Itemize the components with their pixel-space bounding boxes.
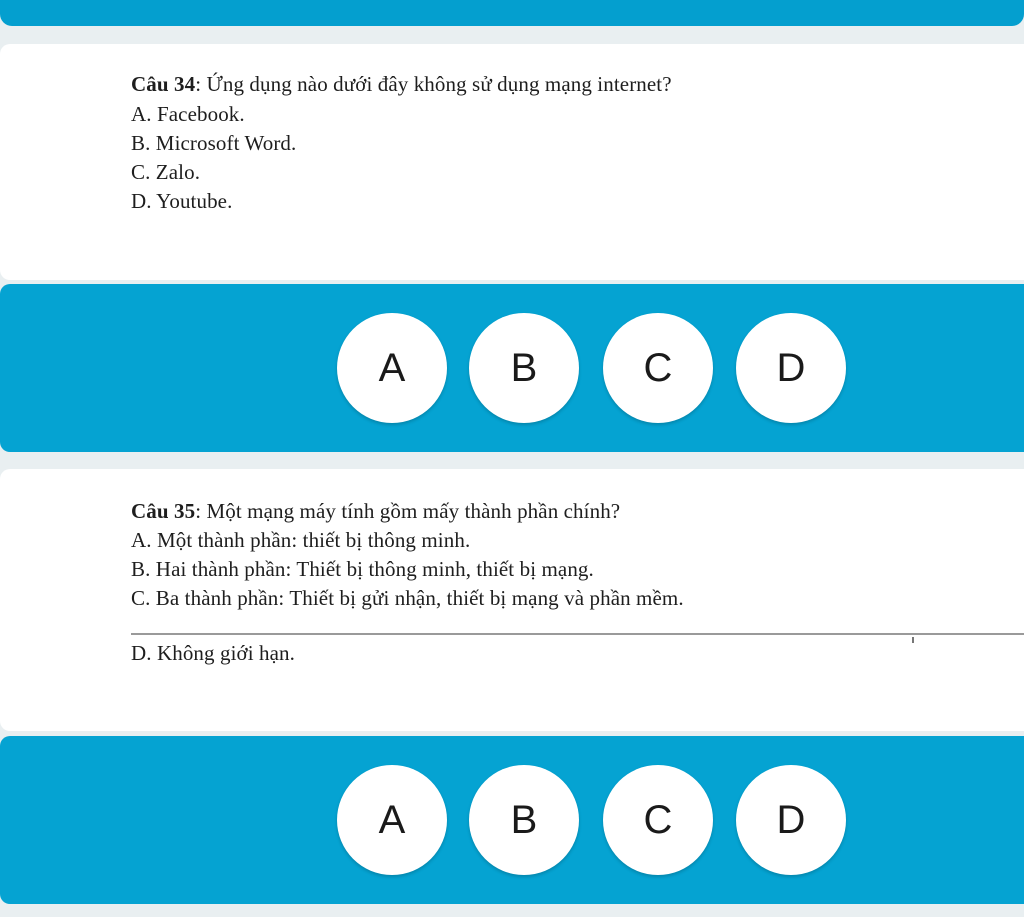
answer-button-b[interactable]: B bbox=[469, 765, 579, 875]
option-a-text: A. Facebook. bbox=[131, 102, 245, 126]
option-b-text: B. Hai thành phần: Thiết bị thông minh, thiết bị mạng. bbox=[131, 557, 594, 581]
answer-bar-34 bbox=[0, 284, 1024, 452]
question-prompt: : Một mạng máy tính gồm mấy thành phần chính? bbox=[195, 499, 621, 523]
option-d-text: D. Không giới hạn. bbox=[131, 641, 295, 665]
question-number: Câu 35 bbox=[131, 499, 196, 523]
answer-button-c[interactable]: C bbox=[603, 313, 713, 423]
answer-bar-35 bbox=[0, 736, 1024, 904]
answer-button-b[interactable]: B bbox=[469, 313, 579, 423]
question-card-35 bbox=[0, 469, 1024, 731]
answer-button-d[interactable]: D bbox=[736, 765, 846, 875]
divider-line bbox=[131, 633, 1024, 635]
divider-tick bbox=[912, 637, 914, 643]
answer-button-c[interactable]: C bbox=[603, 765, 713, 875]
option-d-text: D. Youtube. bbox=[131, 189, 233, 213]
question-text bbox=[131, 499, 620, 524]
answer-button-a[interactable]: A bbox=[337, 765, 447, 875]
question-text bbox=[131, 72, 672, 97]
answer-button-a[interactable]: A bbox=[337, 313, 447, 423]
answer-button-d[interactable]: D bbox=[736, 313, 846, 423]
question-number: Câu 34 bbox=[131, 72, 196, 96]
option-c-text: C. Ba thành phần: Thiết bị gửi nhận, thiết bị mạng và phần mềm. bbox=[131, 586, 684, 610]
option-b-text: B. Microsoft Word. bbox=[131, 131, 297, 155]
option-c-text: C. Zalo. bbox=[131, 160, 201, 184]
question-prompt: : Ứng dụng nào dưới đây không sử dụng mạng internet? bbox=[195, 72, 672, 96]
question-card-34 bbox=[0, 44, 1024, 280]
top-header-bar bbox=[0, 0, 1024, 26]
option-a-text: A. Một thành phần: thiết bị thông minh. bbox=[131, 528, 471, 552]
